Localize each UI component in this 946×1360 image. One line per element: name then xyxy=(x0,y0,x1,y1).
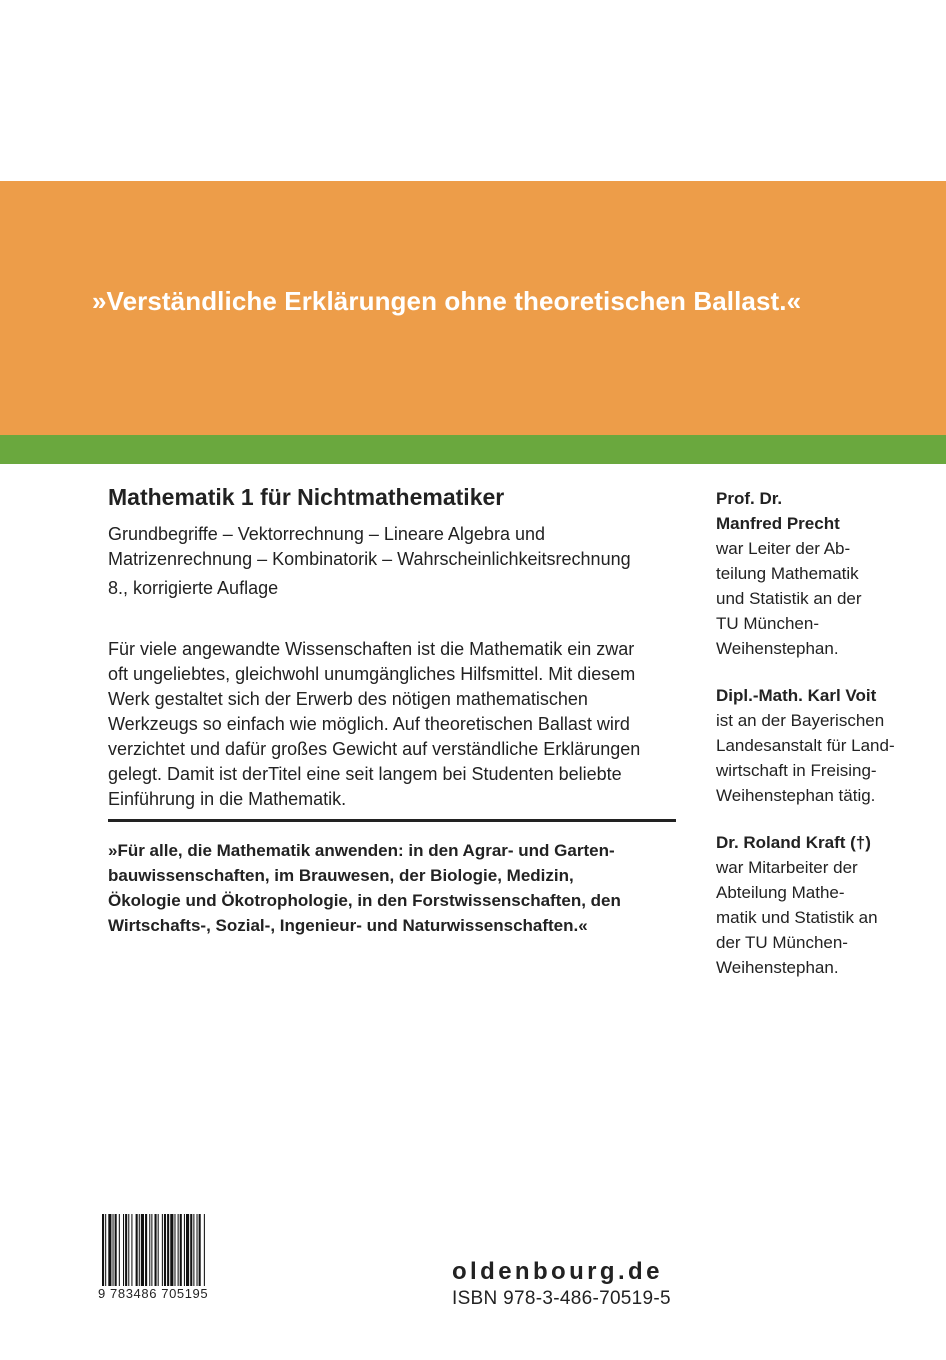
quote-line: Ökologie und Ökotrophologie, in den Forstwissenschaften, den xyxy=(108,891,621,910)
divider xyxy=(108,819,676,822)
edition: 8., korrigierte Auflage xyxy=(108,577,279,598)
barcode-bar xyxy=(180,1214,182,1294)
barcode-bar xyxy=(186,1214,189,1294)
quote-line: Wirtschafts-, Sozial-, Ingenieur- und Naturwissenschaften.« xyxy=(108,916,588,935)
barcode-bar xyxy=(204,1214,205,1294)
author-voit xyxy=(716,683,916,808)
author-bio-line: TU München- xyxy=(716,614,819,633)
blurb-line: Einführung in die Mathematik. xyxy=(108,788,347,809)
author-bio-line: Landesanstalt für Land- xyxy=(716,736,895,755)
author-precht xyxy=(716,486,916,661)
author-bio-line: war Mitarbeiter der xyxy=(716,858,858,877)
author-kraft xyxy=(716,830,916,980)
barcode-bar xyxy=(151,1214,152,1294)
barcode-bar xyxy=(174,1214,175,1294)
barcode-bar xyxy=(190,1214,192,1294)
author-bio-line: Abteilung Mathe- xyxy=(716,883,845,902)
green-stripe xyxy=(0,435,946,464)
author-name: Prof. Dr. xyxy=(716,489,783,508)
main-text xyxy=(108,484,678,812)
quote-line: bauwissenschaften, im Brauwesen, der Biologie, Medizin, xyxy=(108,866,574,885)
barcode-bar xyxy=(193,1214,194,1294)
barcode-bar xyxy=(162,1214,163,1294)
tagline: »Verständliche Erklärungen ohne theoretischen Ballast.« xyxy=(92,286,802,316)
barcode-bar xyxy=(131,1214,132,1294)
author-bio-line: Weihenstephan tätig. xyxy=(716,786,876,805)
blurb-line: verzichtet und dafür großes Gewicht auf verständliche Erklärungen xyxy=(108,738,641,759)
barcode-bar xyxy=(158,1214,159,1294)
barcode-bar xyxy=(149,1214,150,1294)
barcode-bar xyxy=(178,1214,179,1294)
subtitle-line: Grundbegriffe – Vektorrechnung – Lineare Algebra und xyxy=(108,523,545,544)
audience-quote xyxy=(108,838,678,938)
author-bio-line: wirtschaft in Freising- xyxy=(716,761,877,780)
quote-line: »Für alle, die Mathematik anwenden: in den Agrar- und Garten- xyxy=(108,841,615,860)
author-bio-line: Weihenstephan. xyxy=(716,958,839,977)
blurb-line: Für viele angewandte Wissenschaften ist die Mathematik ein zwar xyxy=(108,638,635,659)
author-bio-line: Weihenstephan. xyxy=(716,639,839,658)
author-bio-line: ist an der Bayerischen xyxy=(716,711,885,730)
barcode-bar xyxy=(123,1214,124,1294)
blurb-line: Werkzeugs so einfach wie möglich. Auf theoretischen Ballast wird xyxy=(108,713,630,734)
blurb-line: Werk gestaltet sich der Erwerb des nötigen mathematischen xyxy=(108,688,588,709)
author-bio-line: der TU München- xyxy=(716,933,848,952)
barcode-bar xyxy=(113,1214,114,1294)
blurb xyxy=(108,637,678,812)
barcode-bar xyxy=(102,1214,104,1294)
author-bio-line: war Leiter der Ab- xyxy=(716,539,851,558)
author-name: Dr. Roland Kraft (†) xyxy=(716,833,871,852)
barcode-bar xyxy=(125,1214,127,1294)
barcode-bar xyxy=(139,1214,140,1294)
barcode-bar xyxy=(115,1214,117,1294)
blurb-line: oft ungeliebtes, gleichwohl unumgängliches Hilfsmittel. Mit diesem xyxy=(108,663,636,684)
isbn: ISBN 978-3-486-70519-5 xyxy=(452,1288,671,1309)
author-name: Manfred Precht xyxy=(716,514,840,533)
barcode-bar xyxy=(141,1214,144,1294)
author-column xyxy=(716,486,916,1002)
barcode-bar xyxy=(197,1214,198,1294)
barcode-bar xyxy=(105,1214,106,1294)
barcode-bar xyxy=(199,1214,201,1294)
author-bio-line: teilung Mathematik xyxy=(716,564,859,583)
book-title: Mathematik 1 für Nichtmathematiker xyxy=(108,484,505,510)
barcode-bar xyxy=(184,1214,185,1294)
book-subtitle xyxy=(108,522,678,572)
barcode-bar xyxy=(108,1214,111,1294)
subtitle-line: Matrizenrechnung – Kombinatorik – Wahrscheinlichkeitsrechnung xyxy=(108,548,631,569)
author-name: Dipl.-Math. Karl Voit xyxy=(716,686,877,705)
barcode-bar xyxy=(145,1214,147,1294)
barcode-bar xyxy=(119,1214,120,1294)
barcode-bar xyxy=(170,1214,173,1294)
barcode-digits: 9 783486 705195 xyxy=(98,1286,209,1301)
barcode-bars xyxy=(100,1214,250,1294)
barcode-bar xyxy=(128,1214,129,1294)
author-bio-line: und Statistik an der xyxy=(716,589,862,608)
publisher-website[interactable]: oldenbourg.de xyxy=(452,1258,663,1285)
barcode-bar xyxy=(164,1214,166,1294)
barcode-bar xyxy=(167,1214,169,1294)
barcode-bar xyxy=(155,1214,157,1294)
barcode-bar xyxy=(136,1214,138,1294)
author-bio-line: matik und Statistik an xyxy=(716,908,878,927)
blurb-line: gelegt. Damit ist derTitel eine seit langem bei Studenten beliebte xyxy=(108,763,622,784)
